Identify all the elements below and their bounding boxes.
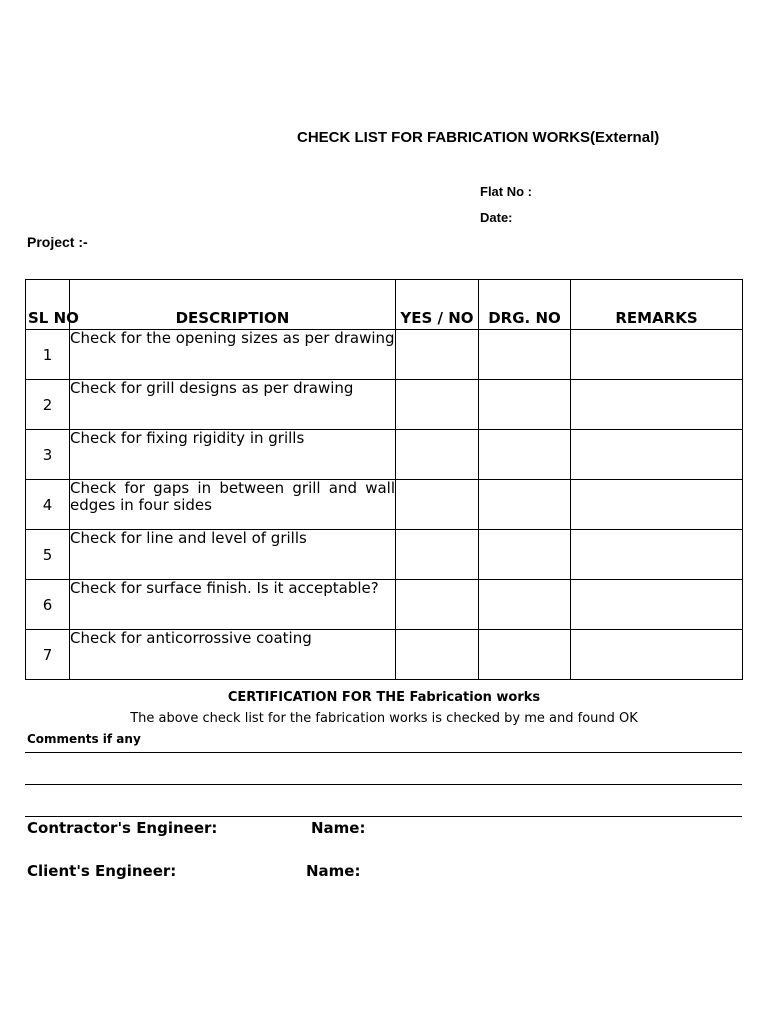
row-number: 4 <box>26 480 70 530</box>
remarks-cell[interactable] <box>571 530 743 580</box>
certification-text: The above check list for the fabrication works is checked by me and found OK <box>130 711 638 726</box>
drg-no-cell[interactable] <box>479 330 571 380</box>
comment-line[interactable] <box>25 816 742 817</box>
remarks-cell[interactable] <box>571 330 743 380</box>
drg-no-cell[interactable] <box>479 630 571 680</box>
document-title: CHECK LIST FOR FABRICATION WORKS(External) <box>297 129 660 146</box>
row-number: 2 <box>26 380 70 430</box>
column-header-description: DESCRIPTION <box>70 280 396 330</box>
remarks-cell[interactable] <box>571 430 743 480</box>
yes-no-cell[interactable] <box>396 580 479 630</box>
comment-line[interactable] <box>25 784 742 785</box>
table-row <box>26 630 743 680</box>
column-header-yes-no: YES / NO <box>396 280 479 330</box>
comment-line[interactable] <box>25 752 742 753</box>
drg-no-cell[interactable] <box>479 380 571 430</box>
column-header-sl-no: SL NO <box>26 280 70 330</box>
row-description: Check for line and level of grills <box>70 530 396 580</box>
remarks-cell[interactable] <box>571 630 743 680</box>
row-number: 6 <box>26 580 70 630</box>
row-description: Check for surface finish. Is it acceptable? <box>70 580 396 630</box>
flat-no-label: Flat No : <box>480 184 532 199</box>
comments-label: Comments if any <box>27 732 141 746</box>
table-row <box>26 380 743 430</box>
checklist-table <box>25 279 743 680</box>
client-engineer-label: Client's Engineer: <box>27 862 177 880</box>
client-name-label: Name: <box>306 862 361 880</box>
drg-no-cell[interactable] <box>479 430 571 480</box>
table-header-row <box>26 280 743 330</box>
yes-no-cell[interactable] <box>396 430 479 480</box>
row-number: 1 <box>26 330 70 380</box>
remarks-cell[interactable] <box>571 480 743 530</box>
drg-no-cell[interactable] <box>479 480 571 530</box>
yes-no-cell[interactable] <box>396 380 479 430</box>
row-description: Check for gaps in between grill and wall edges in four sides <box>70 480 396 530</box>
drg-no-cell[interactable] <box>479 580 571 630</box>
row-number: 7 <box>26 630 70 680</box>
contractor-name-label: Name: <box>311 819 366 837</box>
certification-title: CERTIFICATION FOR THE Fabrication works <box>227 690 541 705</box>
row-description: Check for the opening sizes as per drawing <box>70 330 396 380</box>
row-description: Check for anticorrossive coating <box>70 630 396 680</box>
yes-no-cell[interactable] <box>396 330 479 380</box>
project-label: Project :- <box>27 234 88 250</box>
table-row <box>26 530 743 580</box>
column-header-drg-no: DRG. NO <box>479 280 571 330</box>
yes-no-cell[interactable] <box>396 630 479 680</box>
row-number: 3 <box>26 430 70 480</box>
table-row <box>26 430 743 480</box>
drg-no-cell[interactable] <box>479 530 571 580</box>
table-row <box>26 480 743 530</box>
row-number: 5 <box>26 530 70 580</box>
table-row <box>26 580 743 630</box>
date-label: Date: <box>480 210 513 225</box>
row-description: Check for grill designs as per drawing <box>70 380 396 430</box>
remarks-cell[interactable] <box>571 580 743 630</box>
contractor-engineer-label: Contractor's Engineer: <box>27 819 218 837</box>
column-header-remarks: REMARKS <box>571 280 743 330</box>
row-description: Check for fixing rigidity in grills <box>70 430 396 480</box>
remarks-cell[interactable] <box>571 380 743 430</box>
yes-no-cell[interactable] <box>396 530 479 580</box>
yes-no-cell[interactable] <box>396 480 479 530</box>
table-row <box>26 330 743 380</box>
